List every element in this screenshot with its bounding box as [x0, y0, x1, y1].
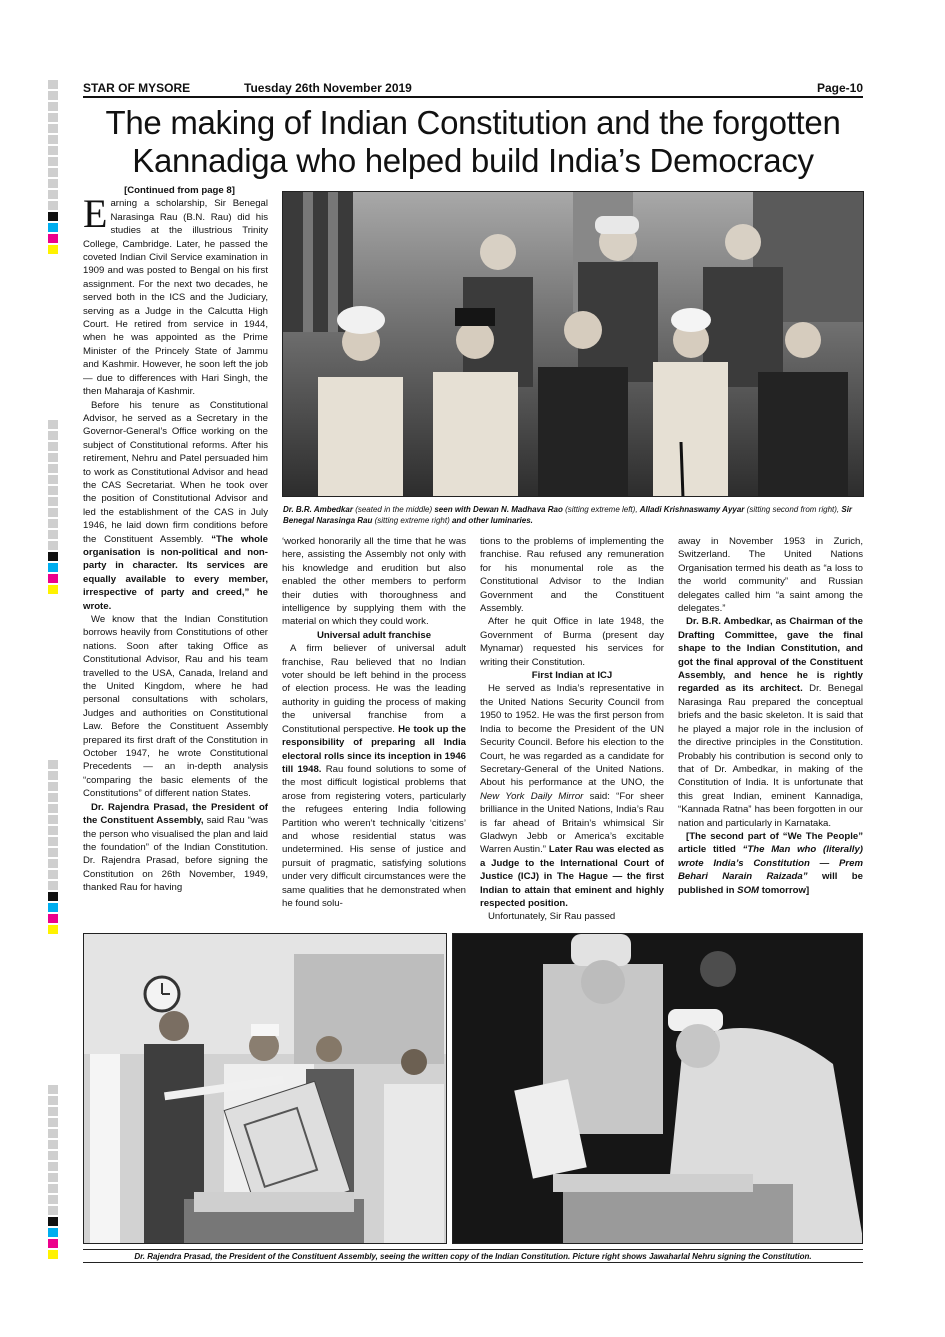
paragraph: Unfortunately, Sir Rau passed: [488, 911, 616, 923]
paragraph: He served as India’s representative in the United Nations Security Council from 1950 to 1952. He was the first person from India to become the President of the UN Security Council. Before his election to the Court, he was regarded as a candidate for Secretary-General of the United Nations. About his performance at the UNO, the New York Daily Mirror said: “For sheer brilliance in the United Nations, India’s Rau is far ahead of Britain’s whimsical Sir Gladwyn Jebb or America’s excitable Warren Austin.” Later Rau was elected as a Judge to the International Court of Justice (ICJ) in The Hague — the first Indian to attain that eminent and highly respected position.: [480, 683, 664, 909]
paragraph: Earning a scholarship, Sir Benegal Narasinga Rau (B.N. Rau) did his studies at the illustrious Trinity College, Cambridge. Later, he passed the coveted Indian Civil Service examination in 1909 and was posted to Bengal on his first assignment. For the next two decades, he served both in the ICS and the Judiciary, serving as a Judge in the Calcutta High Court. He retired from service in 1944, when he was appointed as the Prime Minister of the Princely State of Jammu and Kashmir. However, he soon left the job — due to differences with Hari Singh, the then Maharaja of Kashmir.: [83, 191, 268, 398]
paragraph: Before his tenure as Constitutional Advisor, he served as a Secretary in the Governor-General’s Office working on the subject of Constitutional reforms. After his retirement, Nehru and Patel persuaded him to work as Constitutional Advisor and head the CAS Secretariat. When he took over the position of Constitutional Advisor and led the establishment of the CAS in July 1946, he laid down firm conditions before the Constituent Assembly. “The whole organisation is non-political and non-party in character. Its services are equally available to every member, irrespective of party and creed,” he wrote.: [83, 399, 269, 612]
article-column-1: [83, 184, 268, 895]
paragraph: Dr. B.R. Ambedkar, as Chairman of the Drafting Committee, gave the final shape to the Indian Constitution, and got the final approval of the Constituent Assembly, and hence he is rightly regarded as its architect. Dr. Benegal Narasinga Rau prepared the conceptual briefs and the basic skeleton. It is said that he played a major role in the inclusion of the directive principles in the Constitution. Probably his contribution is second only to that of Dr. Ambedkar, in making of the Constitution of India. It is unfortunate that this great Indian, eminent Kannadiga, “Kannada Ratna” has been forgotten in our nation and particularly in Karnataka.: [678, 616, 863, 829]
headline-line-1: The making of Indian Constitution and the forgotten: [105, 104, 841, 141]
article-column-2: [282, 535, 466, 910]
paragraph: We know that the Indian Constitution borrows heavily from Constitutions of other nations. Soon after taking Office as Constitutional Advisor, Rau and his team travelled to the USA, Canada, Ireland and the United Kingdom, where he had personal consultations with scholars, Judges and authorities on Constitutional Law. Before the Constituent Assembly prepared its first draft of the Constitution in October 1947, he wrote Constitutional Precedents — an in-depth analysis “comparing the basic elements of the Constitutions” of different nation States.: [83, 614, 268, 800]
paragraph: Dr. Rajendra Prasad, the President of the Constituent Assembly, said Rau “was the person who visualised the plan and laid the foundation” of the Indian Constitution. Dr. Rajendra Prasad, before signing the Constitution on 26th November, 1949, thanked Rau for having: [83, 801, 268, 894]
page-header: [83, 80, 863, 98]
article-column-4: [678, 535, 863, 897]
group-photo: [282, 191, 864, 497]
nehru-photo-image: [453, 934, 863, 1244]
paragraph: tions to the problems of implementing the franchise. Rau refused any remuneration for his monumental role as the Constitutional Advisor to the Indian Government and the Constituent Assembly.: [480, 536, 664, 615]
headline: [83, 104, 863, 180]
bottom-rule: [83, 1262, 863, 1263]
registration-mark-top: [48, 80, 58, 254]
prasad-photo: [83, 933, 447, 1244]
continued-note: [Continued from page 8]: [124, 185, 235, 196]
group-photo-caption: Dr. B.R. Ambedkar (seated in the middle) seen with Dewan N. Madhava Rao (sitting extreme left), Alladi Krishnaswamy Ayyar (sitting second from right), Sir Benegal Narasinga Rau (sitting extreme right) and other luminaries.: [283, 505, 853, 525]
paragraph: [The second part of “We The People” article titled “The Man who (literally) wrote India’s Constitution — Prem Behari Narain Raizada” will be published in SOM tomorrow]: [678, 830, 863, 896]
publication-name: STAR OF MYSORE: [83, 81, 191, 95]
headline-line-2: Kannadiga who helped build India’s Democracy: [132, 142, 814, 179]
nehru-photo: [452, 933, 863, 1244]
paragraph: After he quit Office in late 1948, the Government of Burma (present day Mynamar) requested his services for writing their Constitution.: [480, 616, 664, 668]
registration-mark-middle: [48, 420, 58, 594]
article-column-3: [480, 535, 664, 924]
page-number: Page-10: [816, 81, 863, 95]
subheading-first-indian-at-icj: First Indian at ICJ: [531, 670, 613, 682]
drop-cap: E: [83, 191, 108, 237]
registration-mark-bottom: [48, 1085, 58, 1259]
subheading-universal-adult-franchise: Universal adult franchise: [316, 629, 432, 641]
prasad-photo-image: [84, 934, 447, 1244]
registration-mark-lower: [48, 760, 58, 934]
bottom-photos-caption: Dr. Rajendra Prasad, the President of the Constituent Assembly, seeing the written copy of the Indian Constitution. Picture right shows Jawaharlal Nehru signing the Constitution.: [83, 1249, 863, 1262]
paragraph: A firm believer of universal adult franchise, Rau believed that no Indian voter should be left behind in the process of election process. He was the leading authority in guiding the process of making the universal franchise from a Constitutional perspective. He took up the responsibility of preparing all India electoral rolls since its inception in 1946 till 1948. Rau found solutions to some of the most difficult logistical problems that arose from registering voters, particularly the refugees entering India following Partition who weren’t technically ‘citizens’ and whose residential status was undetermined. His sense of justice and pursuit of pragmatic, satisfying solutions under very difficult circumstances were the same qualities that he demonstrated when he found solu-: [282, 643, 467, 909]
group-photo-image: [283, 192, 864, 497]
paragraph: away in November 1953 in Zurich, Switzerland. The United Nations Organisation termed his death as “a loss to the world community” and Russian delegates called him “a saint among the delegates.”: [678, 536, 863, 615]
issue-date: Tuesday 26th November 2019: [244, 81, 412, 95]
paragraph: ‘worked honorarily all the time that he was here, assisting the Assembly not only with his knowledge and erudition but also enabled the other members to perform their duties with thoroughness and intelligence by supplying them with the material on which they could work.: [282, 536, 466, 628]
